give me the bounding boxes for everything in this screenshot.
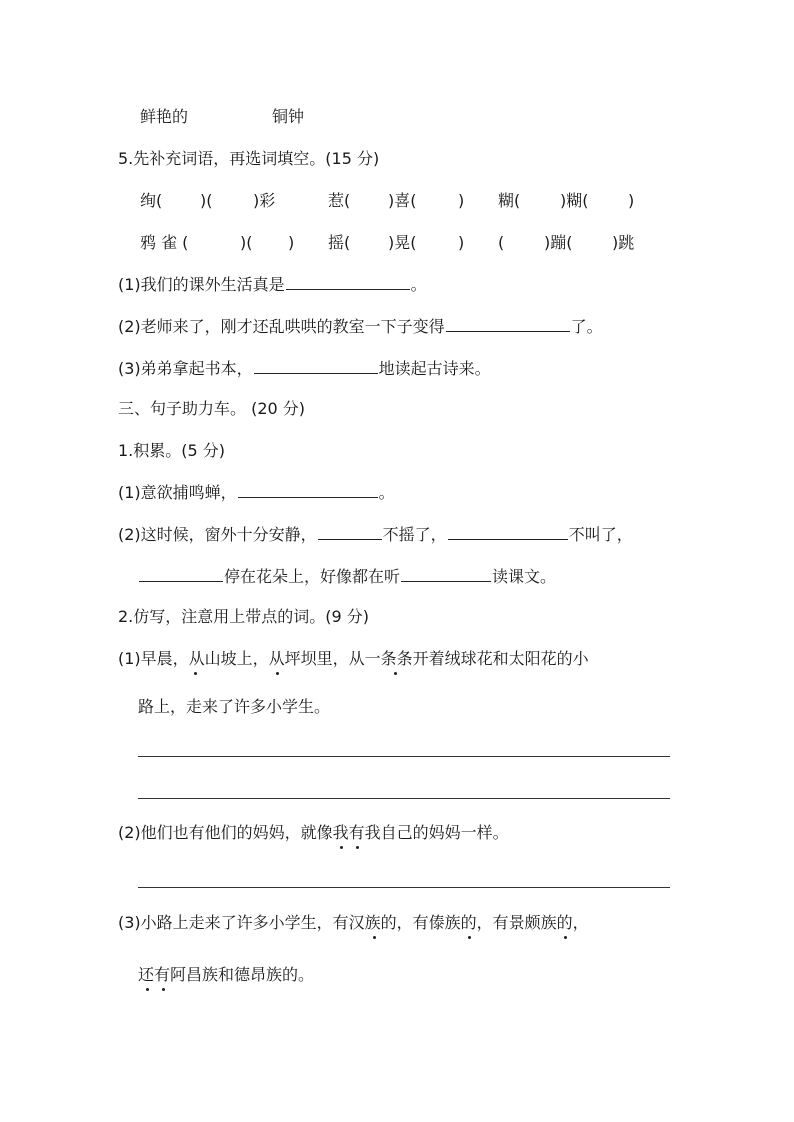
answer-line[interactable]	[138, 798, 670, 799]
row2-seg: )(	[240, 233, 253, 252]
answer-blank[interactable]	[401, 566, 491, 582]
emphasis-dot	[162, 988, 165, 991]
answer-blank[interactable]	[254, 358, 378, 374]
q5-title: 5.先补充词语，再选词填空。(15 分)	[118, 149, 380, 168]
sentence-text: 停在花朵上，好像都在听	[224, 567, 401, 586]
sentence-text: (3)弟弟拿起书本，	[118, 359, 253, 378]
q5-sentence-3	[118, 358, 491, 380]
sentence-text: 读课文。	[492, 567, 557, 586]
row1-seg: 糊(	[498, 191, 521, 210]
emphasis-dot	[146, 988, 149, 991]
q2-title: 2.仿写，注意用上带点的词。(9 分)	[118, 607, 370, 626]
sentence-text: 了。	[570, 317, 603, 336]
q1-sentence-2-cont	[138, 566, 556, 588]
sentence-text: 地读起古诗来。	[378, 359, 491, 378]
q1-sentence-2	[118, 524, 633, 546]
q5-sentence-2	[118, 316, 603, 338]
q2-passage-2: (2)他们也有他们的妈妈，就像我有我自己的妈妈一样。	[118, 823, 509, 842]
q2-passage-3-line-2: 还有阿昌族和德昂族的。	[138, 965, 315, 984]
answer-blank[interactable]	[446, 316, 570, 332]
row1-seg: 惹(	[328, 191, 351, 210]
q1-sentence-1	[118, 482, 395, 504]
answer-blank[interactable]	[286, 274, 410, 290]
answer-blank[interactable]	[448, 524, 568, 540]
sentence-text: (2)老师来了，刚才还乱哄哄的教室一下子变得	[118, 317, 445, 336]
sentence-text: 不摇了，	[382, 525, 447, 544]
q1-title: 1.积累。(5 分)	[118, 441, 226, 460]
emphasis-dot	[394, 672, 397, 675]
answer-blank[interactable]	[238, 482, 378, 498]
sentence-text: 。	[378, 483, 395, 502]
row1-seg: )喜(	[388, 191, 417, 210]
word-tongzhong: 铜钟	[272, 107, 305, 126]
answer-blank[interactable]	[139, 566, 223, 582]
emphasis-dot	[276, 672, 279, 675]
answer-line[interactable]	[138, 887, 670, 888]
emphasis-dot	[194, 672, 197, 675]
row1-seg: 绚(	[140, 191, 163, 210]
row2-seg: )晃(	[388, 233, 417, 252]
row1-seg: )彩	[253, 191, 276, 210]
sentence-text: (1)我们的课外生活真是	[118, 275, 285, 294]
row1-seg: )糊(	[560, 191, 589, 210]
q2-passage-3-line-1: (3)小路上走来了许多小学生，有汉族的，有傣族的，有景颇族的，	[118, 913, 589, 932]
row2-seg: )蹦(	[544, 233, 573, 252]
emphasis-dot	[340, 846, 343, 849]
row1-seg: )	[628, 191, 635, 210]
emphasis-dot	[373, 936, 376, 939]
row2-seg: 鸦 雀 (	[140, 233, 189, 252]
row2-seg: )	[288, 233, 295, 252]
row2-seg: (	[498, 233, 505, 252]
row2-seg: )	[458, 233, 465, 252]
q5-sentence-1	[118, 274, 427, 296]
word-xianyande: 鲜艳的	[140, 107, 189, 126]
sentence-text: 。	[410, 275, 427, 294]
emphasis-dot	[468, 936, 471, 939]
answer-line[interactable]	[138, 756, 670, 757]
answer-blank[interactable]	[318, 524, 382, 540]
row1-seg: )	[458, 191, 465, 210]
emphasis-dot	[356, 846, 359, 849]
q2-passage-1-line-1: (1)早晨，从山坡上，从坪坝里，从一条条开着绒球花和太阳花的小	[118, 649, 589, 668]
section-3-title: 三、句子助力车。 (20 分)	[118, 399, 306, 418]
sentence-text: 不叫了，	[568, 525, 633, 544]
row1-seg: )(	[200, 191, 213, 210]
row2-seg: 摇(	[328, 233, 351, 252]
row2-seg: )跳	[612, 233, 635, 252]
emphasis-dot	[564, 936, 567, 939]
q2-passage-1-line-2: 路上，走来了许多小学生。	[138, 697, 331, 716]
sentence-text: (2)这时候，窗外十分安静，	[118, 525, 317, 544]
sentence-text: (1)意欲捕鸣蝉，	[118, 483, 237, 502]
